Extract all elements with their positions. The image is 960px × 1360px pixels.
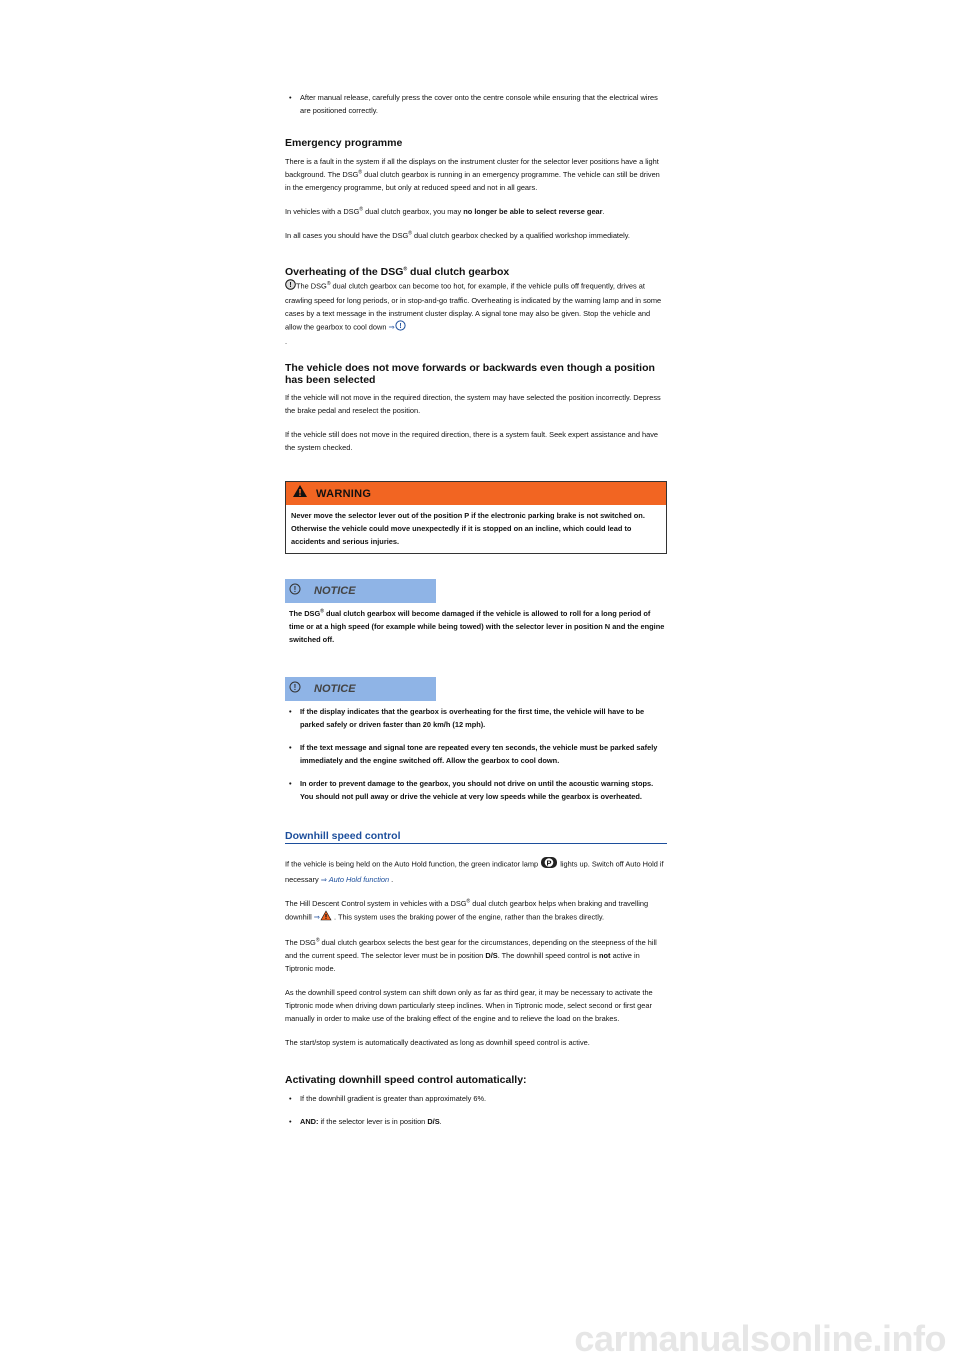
overheating-heading: Overheating of the DSG® dual clutch gearbox [285, 266, 510, 278]
emergency-paragraph-2: In vehicles with a DSG® dual clutch gearbox, you may no longer be able to select reverse gear. [285, 206, 605, 216]
notice-2-item: • If the display indicates that the gearbox is overheating for the first time, the vehicle will have to be parked safely or driven faster than 20 km/h (12 mph). [285, 705, 667, 731]
emergency-heading: Emergency programme [285, 137, 403, 149]
auto-hold-link[interactable]: ⇒ Auto Hold function [320, 875, 390, 884]
notice-1-text: The DSG® dual clutch gearbox will become damaged if the vehicle is allowed to roll for a long period of time or at a high speed (for example while being towed) with the selector lever in position N and the engine switched off. [289, 608, 665, 644]
nomove-paragraph-2: If the vehicle still does not move in the required direction, there is a system fault. Seek expert assistance and have the system checked. [285, 430, 659, 452]
downhill-section-title: Downhill speed control [285, 830, 667, 844]
warning-text: Never move the selector lever out of the position P if the electronic parking brake is not switched on. Otherwise the vehicle could move unexpectedly if it is stopped on an incline, which could lead to accidents and serious injuries. [291, 511, 645, 546]
warning-triangle-icon [292, 484, 308, 503]
warning-header [286, 482, 666, 505]
activating-item-2: • AND: if the selector lever is in position D/S. [285, 1115, 667, 1128]
downhill-paragraph-4: As the downhill speed control system can shift down only as far as third gear, it may be necessary to activate the Tiptronic mode when driving down particularly steep inclines. When in Tiptronic mode, select second or first gear manually in order to make use of the braking effect of the engine and to relieve the load on the brakes. [285, 988, 653, 1023]
manual-page [285, 86, 667, 1128]
activating-item-1: • If the downhill gradient is greater than approximately 6%. [285, 1092, 667, 1105]
notice-2-header [285, 677, 436, 701]
svg-text:P: P [546, 858, 552, 868]
notice-2-item: • If the text message and signal tone are repeated every ten seconds, the vehicle must be parked safely immediately and the engine switched off. Allow the gearbox to cool down. [285, 741, 667, 767]
svg-text:!: ! [399, 323, 402, 330]
notice-2-item: • In order to prevent damage to the gearbox, you should not drive on until the acoustic warning stops. You should not pull away or drive the vehicle at very low speeds while the gearbox is overheated. [285, 777, 667, 803]
warning-title: WARNING [316, 487, 372, 500]
downhill-paragraph-2: The Hill Descent Control system in vehicles with a DSG® dual clutch gearbox helps when braking and travelling downhill ⇒ . This system uses the braking power of the engine, rather than the brakes directly. [285, 897, 667, 925]
auto-hold-indicator-icon [540, 856, 558, 873]
intro-bullet [285, 91, 667, 117]
notice-1-title: NOTICE [314, 585, 356, 597]
notice-icon [289, 680, 301, 698]
gearbox-warning-icon [285, 279, 296, 294]
notice-icon [289, 582, 301, 600]
notice-ref-icon[interactable] [395, 320, 406, 335]
svg-text:!: ! [293, 585, 297, 594]
downhill-paragraph-5: The start/stop system is automatically deactivated as long as downhill speed control is active. [285, 1038, 590, 1047]
downhill-paragraph-1: If the vehicle is being held on the Auto Hold function, the green indicator lamp P lights up. Switch off Auto Hold if necessary ⇒ Auto Hold function . [285, 856, 667, 886]
notice-1 [285, 579, 667, 646]
nomove-heading: The vehicle does not move forwards or backwards even though a position has been selected [285, 362, 655, 386]
overheating-paragraph: ! The DSG® dual clutch gearbox can become too hot, for example, if the vehicle pulls off frequently, drives at crawling speed for long periods, or in stop-and-go traffic. Overheating is indicated by the warning lamp and in some cases by a text message in the instrument cluster display. A signal tone may also be given. Stop the vehicle and allow the gearbox to cool down ⇒ ! . [285, 280, 662, 346]
downhill-paragraph-3: The DSG® dual clutch gearbox selects the best gear for the circumstances, depending on the steepness of the hill and the current speed. The selector lever must be in position D/S. The downhill speed control is not active in Tiptronic mode. [285, 937, 657, 973]
notice-2 [285, 677, 667, 803]
emergency-paragraph-3: In all cases you should have the DSG® dual clutch gearbox checked by a qualified workshop immediately. [285, 230, 630, 240]
emergency-paragraph-1: There is a fault in the system if all the displays on the instrument cluster for the selector lever positions have a light background. The DSG® dual clutch gearbox is running in an emergency programme. The vehicle can still be driven in the emergency programme, but only at reduced speed and not in all gears. [285, 157, 660, 192]
warning-ref-icon[interactable] [320, 910, 332, 925]
activating-heading: Activating downhill speed control automatically: [285, 1074, 527, 1086]
notice-2-title: NOTICE [314, 683, 356, 695]
notice-1-header [285, 579, 436, 603]
svg-text:!: ! [289, 282, 292, 289]
intro-bullet-text: After manual release, carefully press the cover onto the centre console while ensuring that the electrical wires are positioned correctly. [300, 93, 658, 115]
watermark: carmanualsonline.info [574, 1318, 946, 1359]
nomove-paragraph-1: If the vehicle will not move in the required direction, the system may have selected the position incorrectly. Depress the brake pedal and reselect the position. [285, 393, 661, 415]
svg-text:!: ! [293, 683, 297, 692]
warning-box [285, 481, 667, 554]
